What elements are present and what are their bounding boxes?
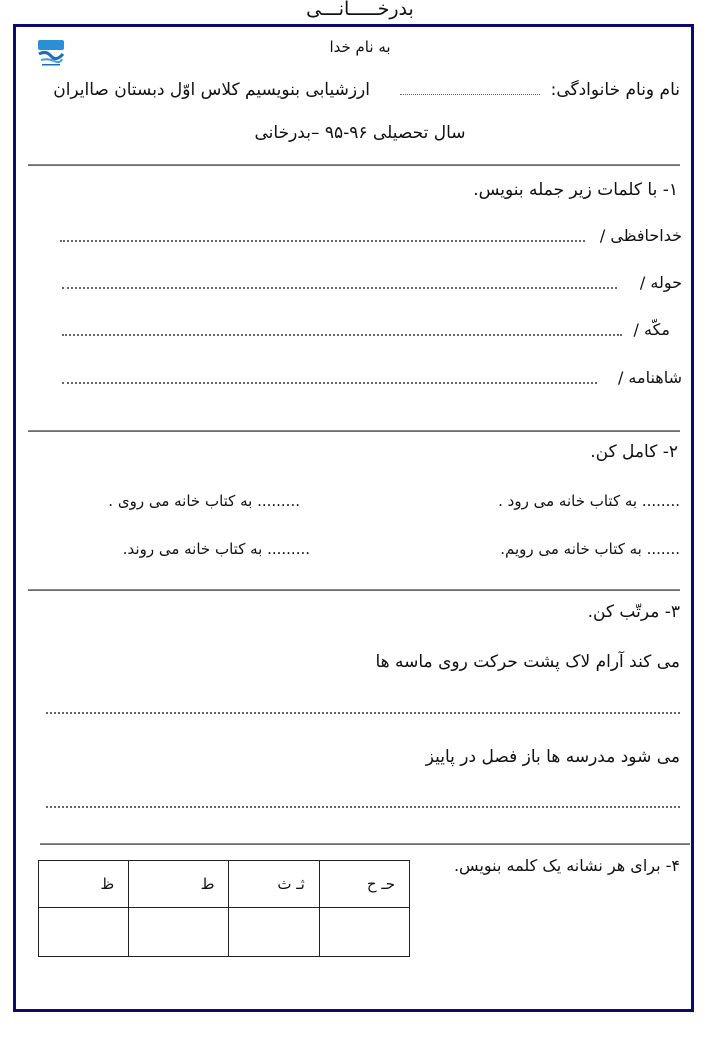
q2-sentence-3[interactable]: ....... به کتاب خانه می رویم. [500,540,680,558]
letter-cell: ط [129,861,229,908]
exam-title: ارزشیابی بنویسیم کلاس اوّل دبستان صاایران [53,80,370,100]
q2-sentence-1[interactable]: ........ به کتاب خانه می رود . [498,492,680,510]
bismillah: به نام خدا [329,38,391,56]
table-row [39,861,410,908]
answer-cell[interactable] [319,908,409,957]
section-divider [28,164,680,166]
name-label: نام ونام خانوادگی: [550,80,680,100]
letter-cell: ظ [39,861,129,908]
q4-title: ۴- برای هر نشانه یک کلمه بنویس. [453,856,680,875]
letters-table [38,860,410,957]
q1-word-2: حوله / [639,273,682,292]
q1-word-3: مکّه / [633,320,670,339]
letter-cell: ثـ ث [229,861,319,908]
name-field[interactable] [400,94,540,95]
q3-answer-line-1[interactable] [46,712,680,714]
q1-answer-line-2[interactable] [62,287,617,289]
section-divider [28,430,680,432]
q1-title: ۱- با کلمات زیر جمله بنویس. [473,180,678,200]
page-top-title: بدرخـــــانـــی [306,0,414,20]
q2-title: ۲- کامل کن. [590,442,678,462]
q3-scrambled-1: می کند آرام لاک پشت حرکت روی ماسه ها [375,652,680,672]
table-row [39,908,410,957]
q1-answer-line-1[interactable] [60,240,585,242]
answer-cell[interactable] [129,908,229,957]
q2-sentence-2[interactable]: ......... به کتاب خانه می روی . [108,492,300,510]
section-divider [40,843,690,845]
year-line: سال تحصیلی ۹۶-۹۵ –بدرخانی [254,123,466,143]
q2-sentence-4[interactable]: ......... به کتاب خانه می روند. [122,540,310,558]
q3-answer-line-2[interactable] [46,806,680,808]
letter-cell: حـ ح [319,861,409,908]
q1-word-4: شاهنامه / [617,368,682,387]
section-divider [28,589,680,591]
q3-scrambled-2: می شود مدرسه ها باز فصل در پاییز [425,747,680,767]
q3-title: ۳- مرتّب کن. [587,602,680,622]
q1-answer-line-3[interactable] [62,334,622,336]
answer-cell[interactable] [39,908,129,957]
q1-answer-line-4[interactable] [62,382,597,384]
answer-cell[interactable] [229,908,319,957]
q1-word-1: خداحافظی / [599,226,682,245]
